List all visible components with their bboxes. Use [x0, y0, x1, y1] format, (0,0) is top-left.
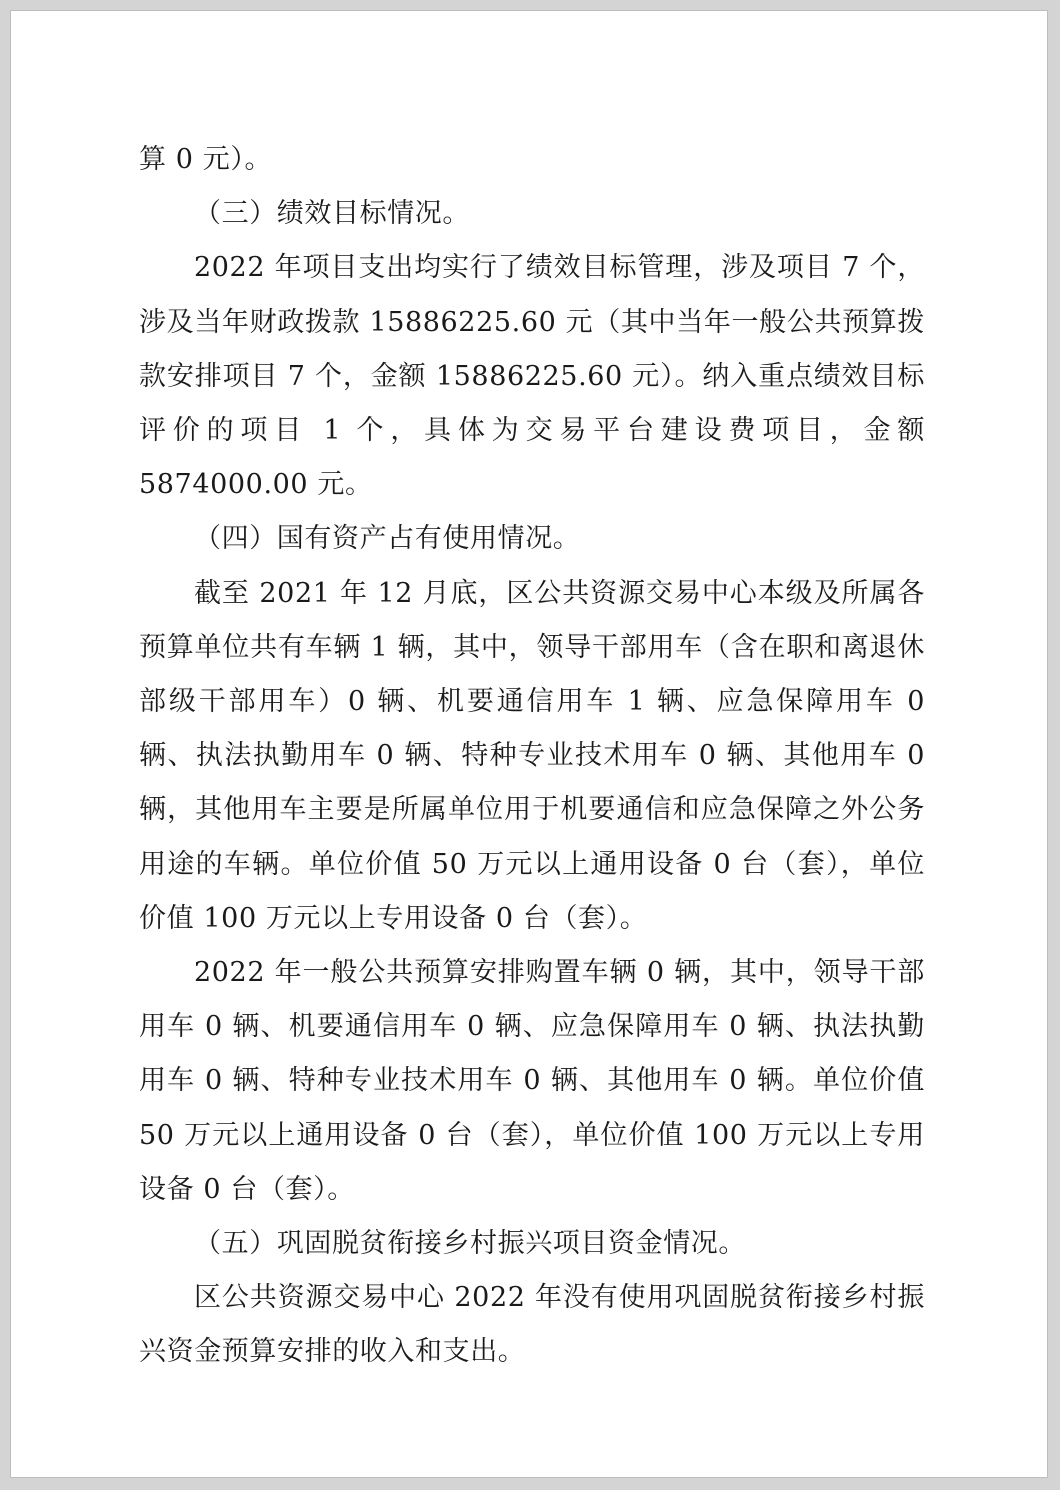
section-heading-rural-revitalization: （五）巩固脱贫衔接乡村振兴项目资金情况。	[194, 1228, 746, 1260]
section-heading-performance-goals: （三）绩效目标情况。	[194, 198, 470, 230]
paragraph-vehicles-2021: 截至 2021 年 12 月底，区公共资源交易中心本级及所属各预算单位共有车辆 1 辆，其中，领导干部用车（含在职和离退休部级干部用车）0 辆、机要通信用车 1 辆、应急保障用车 0 辆、执法执勤用车 0 辆、特种专业技术用车 0 辆、其他用车 0 辆，其他用车主要是所属单位用于机要通信和应急保障之外公务用途的车辆。单位价值 50 万元以上通用设备 0 台（套），单位价值 100 万元以上专用设备 0 台（套）。	[139, 577, 925, 934]
section-heading-state-assets: （四）国有资产占有使用情况。	[194, 523, 581, 555]
paragraph-continued: 算 0 元）。	[139, 144, 273, 175]
paragraph-vehicles-2022: 2022 年一般公共预算安排购置车辆 0 辆，其中，领导干部用车 0 辆、机要通信用车 0 辆、应急保障用车 0 辆、执法执勤用车 0 辆、特种专业技术用车 0 辆、其他用车 0 辆。单位价值 50 万元以上通用设备 0 台（套），单位价值 100 万元以上专用设备 0 台（套）。	[139, 957, 925, 1205]
paragraph-rural-revitalization: 区公共资源交易中心 2022 年没有使用巩固脱贫衔接乡村振兴资金预算安排的收入和支出。	[139, 1282, 925, 1368]
paragraph-performance-goals: 2022 年项目支出均实行了绩效目标管理，涉及项目 7 个，涉及当年财政拨款 15886225.60 元（其中当年一般公共预算拨款安排项目 7 个，金额 15886225.60 元）。纳入重点绩效目标评价的项目 1 个，具体为交易平台建设费项目，金额 5874000.00 元。	[139, 252, 925, 501]
document-body	[139, 133, 925, 1380]
document-page	[10, 10, 1048, 1478]
